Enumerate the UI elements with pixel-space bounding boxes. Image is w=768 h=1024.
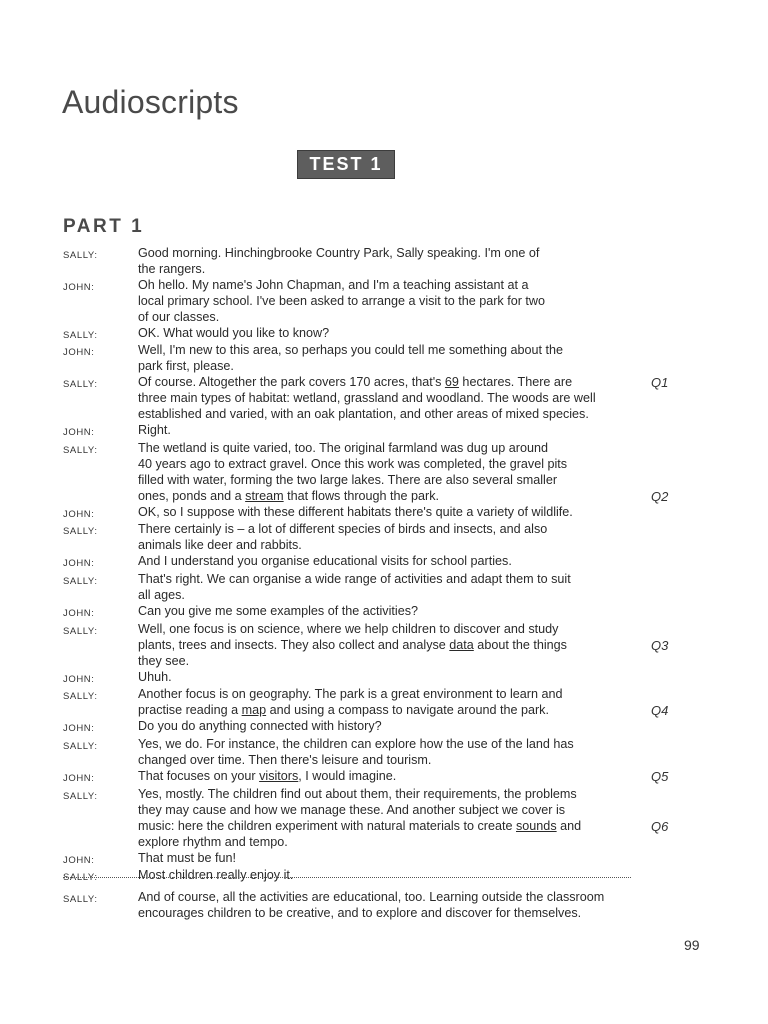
speech-text: [138, 423, 623, 441]
speech-text: [138, 670, 623, 688]
answer-underline: visitors: [259, 769, 299, 783]
dialogue-turn: [63, 278, 683, 326]
section-divider: [63, 877, 631, 878]
speaker-label: SALLY:: [63, 576, 98, 588]
dialogue-turn: [63, 622, 683, 670]
line-fragment: plants, trees and insects. They also collect and analyse: [138, 637, 450, 652]
line-fragment: and using a compass to navigate around the park.: [266, 703, 549, 718]
line-fragment: about the things: [473, 637, 567, 652]
part-heading: PART 1: [63, 216, 145, 237]
speech-line: Yes, mostly. The children find out about them, their requirements, the problems: [138, 786, 577, 801]
audioscript-continuation: [63, 890, 683, 922]
speech-text: [138, 622, 623, 670]
speech-line: all ages.: [138, 588, 185, 603]
dialogue-turn: [63, 423, 683, 441]
speech-line: animals like deer and rabbits.: [138, 538, 302, 553]
speech-line: Right.: [138, 422, 171, 437]
speaker-label: JOHN:: [63, 773, 95, 784]
dialogue-turn: [63, 719, 683, 737]
speech-text: [138, 572, 623, 604]
line-fragment: music: here the children experiment with natural materials to create: [138, 818, 516, 833]
question-marker: Q6: [651, 818, 669, 834]
speech-text: [138, 522, 623, 554]
question-marker: Q3: [651, 637, 669, 653]
dialogue-turn: [63, 670, 683, 688]
speech-text: [138, 343, 623, 375]
dialogue-turn: [63, 687, 683, 719]
speech-text: [138, 851, 623, 869]
speaker-label: SALLY:: [63, 329, 98, 341]
answer-underline: 69: [444, 375, 459, 390]
speech-line: they see.: [138, 653, 190, 668]
dialogue-turn: [63, 343, 683, 375]
speaker-label: SALLY:: [63, 250, 98, 261]
speech-line: Yes, we do. For instance, the children can explore how the use of the land has: [138, 737, 574, 752]
speech-line: Oh hello. My name's John Chapman, and I'm a teaching assistant at a: [138, 277, 529, 292]
speech-line: changed over time. Then there's leisure and tourism.: [138, 753, 432, 768]
speech-text: [138, 769, 623, 787]
speech-line: Well, one focus is on science, where we help children to discover and study: [138, 621, 559, 636]
speaker-label: JOHN:: [63, 347, 95, 359]
dialogue-turn: [63, 246, 683, 278]
speech-text: [138, 687, 623, 719]
speech-line: established and varied, with an oak plantation, and other areas of mixed species.: [138, 407, 589, 422]
question-marker: Q4: [651, 703, 669, 719]
speech-text: [138, 787, 623, 851]
speech-line: [138, 489, 623, 505]
line-fragment: That focuses on your: [138, 769, 260, 783]
dialogue-turn: [63, 522, 683, 554]
page-title: Audioscripts: [62, 84, 239, 120]
speech-text: [138, 278, 623, 326]
dialogue-turn: [63, 769, 683, 787]
line-fragment: , I would imagine.: [298, 769, 397, 783]
speaker-label: SALLY:: [63, 379, 98, 391]
speech-line: And I understand you organise educational visits for school parties.: [138, 554, 512, 569]
speaker-label: SALLY:: [63, 894, 98, 905]
dialogue-turn: [63, 604, 683, 622]
dialogue-turn: [63, 441, 683, 505]
speaker-label: SALLY:: [63, 741, 98, 753]
speech-text: [138, 890, 623, 922]
speech-line: That's right. We can organise a wide range of activities and adapt them to suit: [138, 572, 571, 587]
speech-line: OK. What would you like to know?: [138, 325, 330, 340]
speech-line: Do you do anything connected with history?: [138, 719, 382, 734]
line-fragment: ones, ponds and a: [138, 488, 246, 503]
speech-line: [138, 703, 623, 719]
answer-underline: stream: [245, 488, 284, 503]
speech-text: [138, 441, 623, 505]
speech-line: Another focus is on geography. The park is a great environment to learn and: [138, 687, 563, 702]
dialogue-turn: [63, 572, 683, 604]
speaker-label: SALLY:: [63, 872, 98, 884]
question-marker: Q2: [651, 488, 669, 504]
speech-text: [138, 737, 623, 769]
dialogue-turn: [63, 554, 683, 572]
test-badge: TEST 1: [297, 150, 395, 179]
question-marker: Q5: [651, 769, 669, 784]
speech-line: Most children really enjoy it.: [138, 868, 294, 883]
speaker-label: SALLY:: [63, 691, 98, 703]
dialogue-turn: [63, 787, 683, 851]
speech-line: of our classes.: [138, 309, 220, 324]
speech-line: [138, 769, 623, 785]
speech-line: they may cause and how we manage these. And another subject we cover is: [138, 802, 566, 817]
speech-line: local primary school. I've been asked to arrange a visit to the park for two: [138, 293, 546, 308]
speech-line: three main types of habitat: wetland, grassland and woodland. The woods are well: [138, 391, 596, 406]
speech-line: Can you give me some examples of the activities?: [138, 603, 418, 618]
speaker-label: SALLY:: [63, 444, 98, 456]
speech-line: the rangers.: [138, 261, 206, 276]
speech-text: [138, 719, 623, 737]
speech-text: [138, 505, 623, 523]
speech-line: OK, so I suppose with these different habitats there's quite a variety of wildlife.: [138, 504, 573, 519]
speech-line: The wetland is quite varied, too. The original farmland was dug up around: [138, 440, 549, 455]
speaker-label: SALLY:: [63, 526, 98, 538]
question-marker: Q1: [651, 375, 669, 391]
line-fragment: and: [556, 818, 582, 833]
speech-line: Good morning. Hinchingbrooke Country Park, Sally speaking. I'm one of: [138, 246, 540, 260]
speaker-label: JOHN:: [63, 673, 95, 685]
speech-line: [138, 638, 623, 654]
speaker-label: JOHN:: [63, 558, 95, 570]
dialogue-turn: [63, 737, 683, 769]
line-fragment: hectares. There are: [458, 375, 573, 390]
speaker-label: JOHN:: [63, 281, 95, 293]
answer-underline: map: [241, 703, 267, 718]
speech-line: explore rhythm and tempo.: [138, 834, 288, 849]
speech-line: Well, I'm new to this area, so perhaps you could tell me something about the: [138, 343, 563, 358]
speech-text: [138, 246, 623, 278]
speaker-label: JOHN:: [63, 723, 95, 735]
line-fragment: Of course. Altogether the park covers 170 acres, that's: [138, 375, 445, 390]
speech-line: And of course, all the activities are educational, too. Learning outside the classroom: [138, 890, 605, 904]
dialogue-turn: [63, 505, 683, 523]
speaker-label: SALLY:: [63, 790, 98, 802]
speech-line: Uhuh.: [138, 669, 172, 684]
speech-text: [138, 326, 623, 344]
speech-line: [138, 819, 623, 835]
speech-text: [138, 554, 623, 572]
audioscript-dialogue: [63, 246, 683, 886]
speaker-label: JOHN:: [63, 426, 95, 438]
speaker-label: JOHN:: [63, 607, 95, 619]
speaker-label: SALLY:: [63, 625, 98, 637]
speech-line: encourages children to be creative, and to explore and discover for themselves.: [138, 905, 582, 920]
dialogue-turn: [63, 851, 683, 869]
speech-line: [138, 375, 623, 391]
speech-text: [138, 375, 623, 423]
page-number: 99: [684, 937, 700, 953]
speech-text: [138, 604, 623, 622]
answer-underline: sounds: [516, 818, 557, 833]
speaker-label: JOHN:: [63, 854, 95, 866]
answer-underline: data: [449, 637, 474, 652]
speech-line: 40 years ago to extract gravel. Once this work was completed, the gravel pits: [138, 456, 568, 471]
dialogue-turn: [63, 375, 683, 423]
speech-line: filled with water, forming the two large lakes. There are also several smaller: [138, 472, 558, 487]
dialogue-turn: [63, 890, 683, 922]
speech-line: There certainly is – a lot of different species of birds and insects, and also: [138, 522, 548, 537]
line-fragment: practise reading a: [138, 703, 242, 718]
speaker-label: JOHN:: [63, 508, 95, 520]
speech-line: That must be fun!: [138, 850, 237, 865]
line-fragment: that flows through the park.: [283, 488, 440, 503]
speech-line: park first, please.: [138, 359, 234, 374]
dialogue-turn: [63, 326, 683, 344]
